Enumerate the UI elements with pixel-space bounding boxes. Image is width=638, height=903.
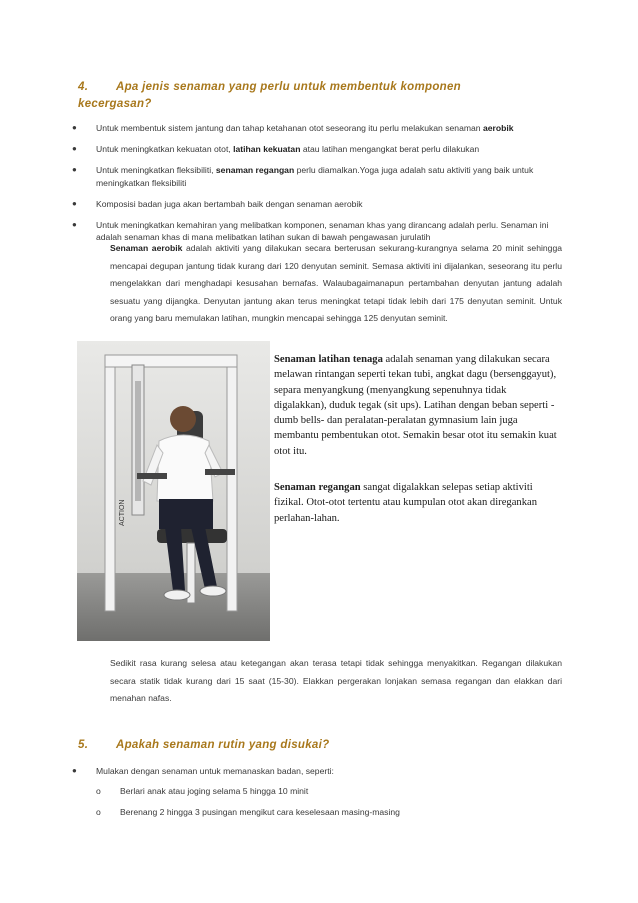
tenaga-term: Senaman latihan tenaga xyxy=(274,354,383,365)
bullet-icon: ● xyxy=(72,165,77,175)
gym-machine-photo xyxy=(77,341,270,641)
tenaga-paragraph xyxy=(274,352,560,459)
section-4-heading xyxy=(78,79,558,113)
routine-sub-list xyxy=(96,785,566,827)
bullet-icon: ● xyxy=(72,198,77,208)
regangan-term: Senaman regangan xyxy=(274,482,361,493)
section-5-heading xyxy=(78,737,558,754)
bullet-icon: ● xyxy=(72,144,77,154)
list-item: ● Mulakan dengan senaman untuk memanaskan badan, seperti: xyxy=(72,766,334,776)
section-5-number: 5. xyxy=(78,739,89,751)
regangan-text: sangat digalakkan selepas setiap aktiviti fizikal. Otot-otot tertentu atau kumpulan otot akan diregankan perlahan-lahan. xyxy=(274,482,537,524)
section-4-number: 4. xyxy=(78,81,89,93)
bullet-icon: ● xyxy=(72,766,77,775)
list-item: ● Komposisi badan juga akan bertambah baik dengan senaman aerobik xyxy=(72,198,363,209)
list-item: ● Untuk meningkatkan fleksibiliti, senaman regangan perlu diamalkan.Yoga juga adalah satu aktiviti yang baik untuk meningkatkan fleksibiliti xyxy=(72,165,534,188)
circle-bullet-icon: o xyxy=(96,807,101,817)
routine-bullet-list xyxy=(72,765,568,786)
list-item: o Berlari anak atau joging selama 5 hingga 10 minit xyxy=(96,786,309,796)
section-4-title-line2: kecergasan? xyxy=(78,98,152,110)
stretch-note-paragraph: Sedikit rasa kurang selesa atau ketegangan akan terasa tetapi tidak sehingga menyakitkan. Regangan dilakukan secara statik tidak kurang dari 15 saat (15-30). Elakkan pergerakan lonjakan semasa regangan dan elakkan dari menahan nafas. xyxy=(110,658,562,703)
list-item: o Berenang 2 hingga 3 pusingan mengikut cara keselesaan masing-masing xyxy=(96,807,400,817)
svg-text:ACTION: ACTION xyxy=(119,499,126,526)
component-bullet-list xyxy=(72,122,568,252)
gym-machine-icon xyxy=(77,341,270,641)
aerobic-paragraph xyxy=(110,240,562,328)
list-item: ● Untuk meningkatkan kemahiran yang melibatkan komponen, senaman khas yang dirancang adalah perlu. Senaman ini adalah senaman khas di mana melibatkan latihan sukan di bawah pengawasan jurulatih xyxy=(72,220,549,243)
bullet-icon: ● xyxy=(72,220,77,230)
list-item: ● Untuk meningkatkan kekuatan otot, latihan kekuatan atau latihan mengangkat berat perlu dilakukan xyxy=(72,144,480,155)
aerobic-text: adalah aktiviti yang dilakukan secara berterusan sekurang-kurangnya selama 20 minit sehingga mencapai degupan jantung tidak kurang dari 120 denyutan seminit. Semasa aktiviti ini dijalankan, seseorang itu perlu mengelakkan dari menghadapi kesusahan bernafas. Walaubagaimanapun pertambahan denyutan jantung adalah sesuatu yang dijangka. Denyutan jantung akan terus meningkat tetapi tidak lebih dari 175 denyutan seminit. Untuk orang yang baru memulakan latihan, mungkin mencapai sehingga 125 denyutan seminit. xyxy=(110,243,563,323)
list-item: ● Untuk membentuk sistem jantung dan tahap ketahanan otot seseorang itu perlu melakukan senaman aerobik xyxy=(72,123,514,133)
tenaga-text: adalah senaman yang dilakukan secara melawan rintangan seperti tekan tubi, angkat dagu (bersenggayut), separa menyangkung (menyangkung sepenuhnya tidak digalakkan), duduk tegak (sit ups). Latihan dengan beban seperti -dumb bells- dan peralatan-peralatan gymnasium lain juga membantu pembentukan otot. Semakin besar otot itu semakin kuat otot itu. xyxy=(274,354,557,457)
aerobic-term: Senaman aerobik xyxy=(110,243,183,253)
regangan-paragraph xyxy=(274,480,560,526)
bullet-icon: ● xyxy=(72,123,77,132)
section-5-title: Apakah senaman rutin yang disukai? xyxy=(116,739,330,751)
section-4-title-line1: Apa jenis senaman yang perlu untuk membentuk komponen xyxy=(116,81,461,93)
circle-bullet-icon: o xyxy=(96,786,101,796)
